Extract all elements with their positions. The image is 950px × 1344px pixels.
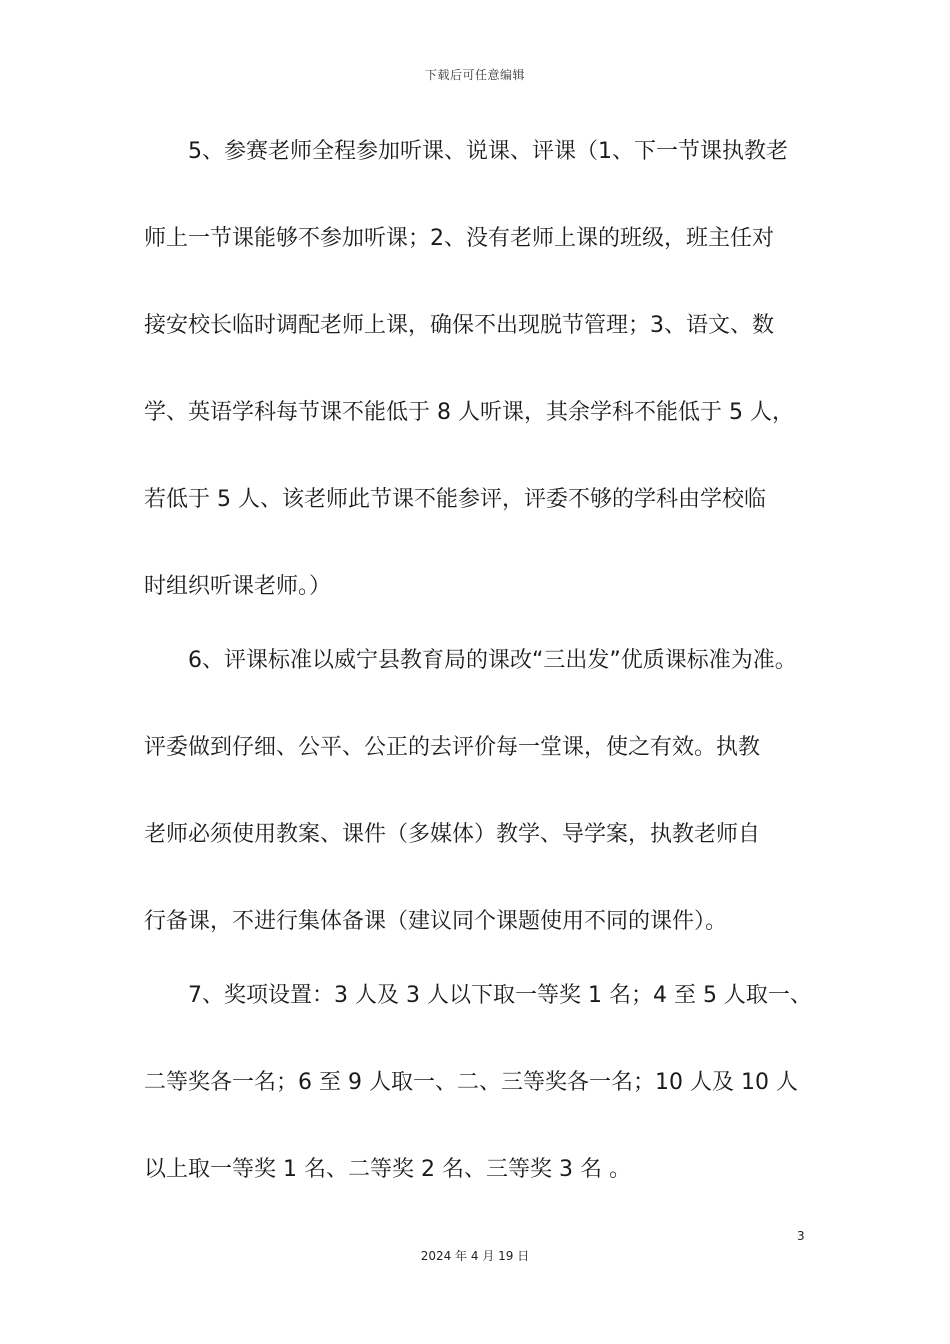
body-line-13: 以上取一等奖 1 名、二等奖 2 名、三等奖 3 名 。 bbox=[144, 1157, 631, 1182]
body-line-1: 5、参赛老师全程参加听课、说课、评课（1、下一节课执教老 bbox=[144, 139, 788, 164]
body-line-3: 接安校长临时调配老师上课，确保不出现脱节管理；3、语文、数 bbox=[144, 313, 774, 338]
body-line-7: 6、评课标准以威宁县教育局的课改“三出发”优质课标准为准。 bbox=[144, 648, 797, 673]
body-line-6: 时组织听课老师。） bbox=[144, 574, 332, 599]
body-line-11: 7、奖项设置：3 人及 3 人以下取一等奖 1 名；4 至 5 人取一、 bbox=[144, 983, 812, 1008]
body-line-10: 行备课，不进行集体备课（建议同个课题使用不同的课件）。 bbox=[144, 909, 728, 934]
page-number: 3 bbox=[797, 1229, 805, 1243]
body-line-5: 若低于 5 人、该老师此节课不能参评，评委不够的学科由学校临 bbox=[144, 487, 766, 512]
body-line-8: 评委做到仔细、公平、公正的去评价每一堂课，使之有效。执教 bbox=[144, 735, 761, 760]
body-line-4: 学、英语学科每节课不能低于 8 人听课，其余学科不能低于 5 人， bbox=[144, 400, 794, 425]
footer-date: 2024 年 4 月 19 日 bbox=[420, 1249, 530, 1263]
body-line-12: 二等奖各一名；6 至 9 人取一、二、三等奖各一名；10 人及 10 人 bbox=[144, 1070, 798, 1095]
body-line-9: 老师必须使用教案、课件（多媒体）教学、导学案，执教老师自 bbox=[144, 822, 761, 847]
body-line-2: 师上一节课能够不参加听课；2、没有老师上课的班级，班主任对 bbox=[144, 226, 774, 251]
page-header: 下载后可任意编辑 bbox=[424, 68, 525, 82]
